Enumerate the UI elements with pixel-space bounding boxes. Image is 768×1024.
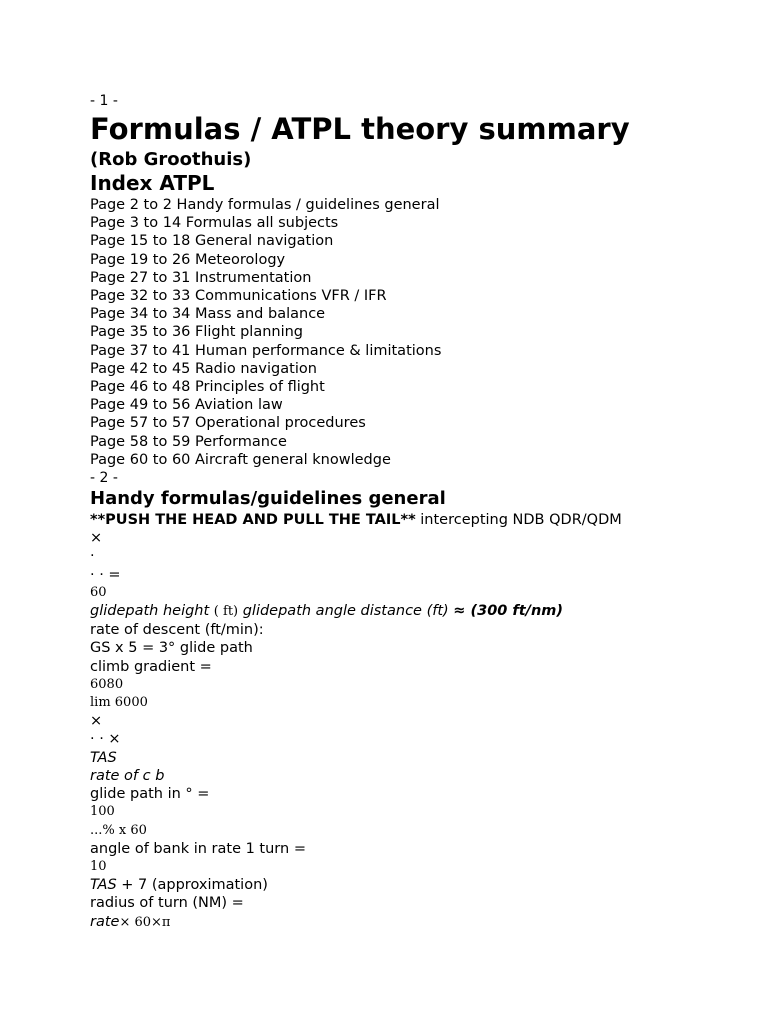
rate-formula: × 60×π: [119, 914, 171, 930]
index-item: Page 27 to 31 Instrumentation: [90, 269, 312, 286]
index-item: Page 60 to 60 Aircraft general knowledge: [90, 451, 391, 468]
index-item: Page 34 to 34 Mass and balance: [90, 306, 326, 323]
index-item: Page 42 to 45 Radio navigation: [90, 360, 317, 377]
formula-fragment: 100: [90, 804, 115, 820]
index-item: Page 49 to 56 Aviation law: [90, 397, 283, 414]
formula-fragment: TAS: [90, 749, 117, 766]
tas-text: TAS: [90, 877, 117, 894]
index-item: Page 57 to 57 Operational procedures: [90, 415, 366, 432]
formula-fragment: 60: [90, 584, 107, 600]
rate-line: [90, 913, 760, 932]
tas-approx-line: [90, 876, 760, 894]
index-item: Page 19 to 26 Meteorology: [90, 251, 286, 268]
page-number-1: - 1 -: [90, 93, 118, 109]
push-head-line: [90, 511, 760, 529]
index-heading: Index ATPL: [90, 171, 215, 195]
tas-approx-text: + 7 (approximation): [116, 877, 268, 894]
index-item: Page 58 to 59 Performance: [90, 433, 287, 450]
formula-fragment: 10: [90, 858, 107, 874]
glidepath-text: glidepath angle distance (ft): [238, 603, 454, 620]
page-number-2: - 2 -: [90, 470, 118, 487]
document-page: [90, 92, 760, 932]
climb-gradient: climb gradient =: [90, 658, 212, 675]
index-item: Page 3 to 14 Formulas all subjects: [90, 215, 339, 232]
push-head-text: intercepting NDB QDR/QDM: [420, 512, 622, 529]
radius-of-turn: radius of turn (NM) =: [90, 895, 244, 912]
formula-fragment: 6080: [90, 676, 124, 692]
document-author: (Rob Groothuis): [90, 149, 252, 170]
formula-fragment: · · =: [90, 566, 121, 583]
formula-fragment: ·: [90, 548, 95, 565]
glidepath-approx: ≈ (300 ft/nm): [453, 603, 564, 620]
formula-fragment: rate of c b: [90, 767, 165, 784]
glidepath-line: [90, 602, 760, 621]
index-item: Page 37 to 41 Human performance & limitations: [90, 342, 442, 359]
section-heading: Handy formulas/guidelines general: [90, 488, 446, 510]
index-item: Page 35 to 36 Flight planning: [90, 324, 304, 341]
angle-of-bank: angle of bank in rate 1 turn =: [90, 840, 306, 857]
index-item: Page 46 to 48 Principles of flight: [90, 379, 325, 396]
rate-text: rate: [90, 913, 120, 930]
formula-fragment: lim 6000: [90, 695, 148, 711]
index-list: [90, 196, 760, 469]
formula-fragment: · · ×: [90, 731, 121, 748]
rate-of-descent: rate of descent (ft/min):: [90, 622, 264, 639]
index-item: Page 32 to 33 Communications VFR / IFR: [90, 288, 387, 305]
formula-fragment: ...% x 60: [90, 822, 147, 838]
push-head-bold: **PUSH THE HEAD AND PULL THE TAIL**: [90, 512, 416, 529]
glidepath-unit: ( ft): [213, 604, 239, 620]
document-title: Formulas / ATPL theory summary: [90, 112, 630, 146]
glide-path-degrees: glide path in ° =: [90, 786, 210, 803]
formula-fragment: ×: [90, 713, 103, 730]
glidepath-text: glidepath height: [90, 603, 214, 620]
gs-rule: GS x 5 = 3° glide path: [90, 640, 253, 657]
index-item: Page 2 to 2 Handy formulas / guidelines general: [90, 197, 440, 213]
formula-fragment: ×: [90, 530, 103, 547]
index-item: Page 15 to 18 General navigation: [90, 233, 334, 250]
